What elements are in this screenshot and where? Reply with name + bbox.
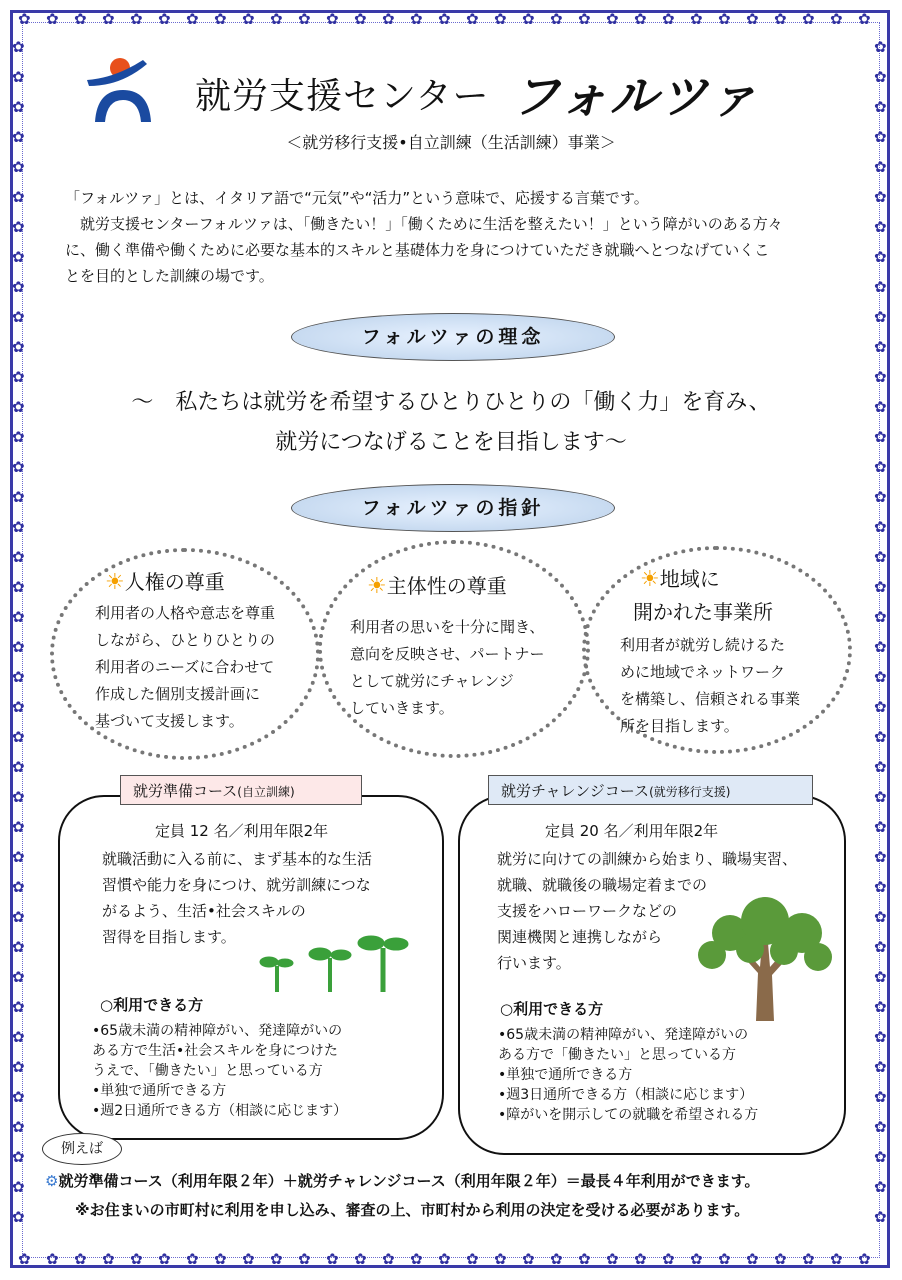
flower-ornament-icon: ✿ (12, 1088, 25, 1106)
flower-ornament-icon: ✿ (874, 488, 887, 506)
flower-ornament-icon: ✿ (874, 1178, 887, 1196)
footer-line-2: ※お住まいの市町村に利用を申し込み、審査の上、市町村から利用の決定を受ける必要があります。 (75, 1201, 750, 1219)
flower-ornament-icon: ✿ (12, 488, 25, 506)
flower-ornament-icon: ✿ (326, 10, 339, 28)
flower-ornament-icon: ✿ (12, 668, 25, 686)
flower-ornament-icon: ✿ (186, 1250, 199, 1268)
flower-ornament-icon: ✿ (874, 608, 887, 626)
flower-ornament-icon: ✿ (858, 1250, 871, 1268)
flower-ornament-icon: ✿ (102, 10, 115, 28)
subtitle: ＜就労移行支援•自立訓練（生活訓練）事業＞ (286, 133, 616, 152)
policy-title-autonomy: ☀主体性の尊重 (367, 574, 507, 599)
flower-ornament-icon: ✿ (874, 758, 887, 776)
flower-ornament-icon: ✿ (158, 10, 171, 28)
gear-icon: ⚙ (45, 1172, 59, 1190)
flower-ornament-icon: ✿ (634, 1250, 647, 1268)
flower-ornament-icon: ✿ (354, 10, 367, 28)
flower-ornament-icon: ✿ (874, 788, 887, 806)
flower-ornament-icon: ✿ (12, 1178, 25, 1196)
flower-ornament-icon: ✿ (522, 1250, 535, 1268)
flower-ornament-icon: ✿ (802, 10, 815, 28)
flower-ornament-icon: ✿ (874, 308, 887, 326)
flower-ornament-icon: ✿ (12, 788, 25, 806)
flower-ornament-icon: ✿ (550, 1250, 563, 1268)
flower-ornament-icon: ✿ (874, 1028, 887, 1046)
policy-title-community-1: ☀地域に (640, 567, 720, 592)
flower-ornament-icon: ✿ (874, 578, 887, 596)
flower-ornament-icon: ✿ (102, 1250, 115, 1268)
sun-icon: ☀ (640, 567, 660, 592)
flower-ornament-icon: ✿ (12, 128, 25, 146)
course-who-list-challenge: •65歳未満の精神障がい、発達障がいの ある方で「働きたい」と思っている方 •単独で通所できる方 •週3日通所できる方（相談に応じます） •障がいを開示しての就職を希望される方 (498, 1027, 759, 1123)
flower-ornament-icon: ✿ (270, 1250, 283, 1268)
flower-ornament-icon: ✿ (242, 1250, 255, 1268)
tree-illustration (690, 893, 840, 1021)
flower-ornament-icon: ✿ (858, 10, 871, 28)
flower-ornament-icon: ✿ (874, 398, 887, 416)
flower-ornament-icon: ✿ (12, 218, 25, 236)
flower-ornament-icon: ✿ (874, 968, 887, 986)
forza-logo (85, 50, 165, 125)
flower-ornament-icon: ✿ (606, 10, 619, 28)
flower-ornament-icon: ✿ (12, 1058, 25, 1076)
flower-ornament-icon: ✿ (494, 1250, 507, 1268)
course-desc-challenge: 就労に向けての訓練から始まり、職場実習、 就職、就職後の職場定着までの 支援をハローワークなどの 関連機関と連携しながら 行います。 (497, 850, 798, 972)
flower-ornament-icon: ✿ (270, 10, 283, 28)
flower-ornament-icon: ✿ (662, 1250, 675, 1268)
flower-ornament-icon: ✿ (12, 998, 25, 1016)
flower-ornament-icon: ✿ (242, 10, 255, 28)
flower-ornament-icon: ✿ (12, 578, 25, 596)
policy-title-community-2: 開かれた事業所 (633, 600, 773, 624)
flower-ornament-icon: ✿ (874, 1088, 887, 1106)
flower-ornament-icon: ✿ (12, 908, 25, 926)
flower-ornament-icon: ✿ (830, 10, 843, 28)
flower-ornament-icon: ✿ (874, 698, 887, 716)
flower-ornament-icon: ✿ (606, 1250, 619, 1268)
flower-ornament-icon: ✿ (874, 248, 887, 266)
flower-ornament-icon: ✿ (12, 1208, 25, 1226)
sprout-icon (309, 948, 351, 992)
flower-ornament-icon: ✿ (158, 1250, 171, 1268)
course-desc-preparation: 就職活動に入る前に、まず基本的な生活 習慣や能力を身につけ、就労訓練につな がるよう、生活•社会スキルの 習得を目指します。 (102, 850, 373, 946)
flower-ornament-icon: ✿ (438, 1250, 451, 1268)
tree-icon (698, 897, 832, 1021)
flower-ornament-icon: ✿ (802, 1250, 815, 1268)
flower-ornament-icon: ✿ (12, 518, 25, 536)
flower-ornament-icon: ✿ (874, 98, 887, 116)
flower-ornament-icon: ✿ (874, 158, 887, 176)
flower-ornament-icon: ✿ (298, 10, 311, 28)
sun-icon: ☀ (105, 570, 125, 595)
flower-ornament-icon: ✿ (874, 1058, 887, 1076)
intro-line-3: に、働く準備や働くために必要な基本的スキルと基礎体力を身につけていただき就職へとつなげていくこ (65, 241, 770, 259)
course-who-heading-challenge: ○利用できる方 (500, 1000, 604, 1018)
intro-text (65, 185, 845, 289)
flower-ornament-icon: ✿ (354, 1250, 367, 1268)
flower-ornament-icon: ✿ (12, 758, 25, 776)
policy-text-community: 利用者が就労し続けるた めに地域でネットワーク を構築し、信頼される事業 所を目指します。 (620, 636, 801, 735)
flower-ornament-icon: ✿ (12, 338, 25, 356)
flower-ornament-icon: ✿ (874, 458, 887, 476)
flower-ornament-icon: ✿ (12, 38, 25, 56)
flower-ornament-icon: ✿ (874, 1208, 887, 1226)
flower-ornament-icon: ✿ (12, 188, 25, 206)
sun-icon: ☀ (367, 574, 387, 599)
flower-ornament-icon: ✿ (12, 278, 25, 296)
flower-ornament-icon: ✿ (874, 428, 887, 446)
intro-line-4: とを目的とした訓練の場です。 (65, 267, 274, 285)
intro-line-2: 就労支援センターフォルツァは、「働きたい！」「働くために生活を整えたい！」という障がいのある方々 (65, 215, 783, 233)
flower-ornament-icon: ✿ (12, 98, 25, 116)
flower-ornament-icon: ✿ (746, 10, 759, 28)
flower-ornament-icon: ✿ (18, 1250, 31, 1268)
flower-ornament-icon: ✿ (466, 1250, 479, 1268)
flower-ornament-icon: ✿ (186, 10, 199, 28)
flower-ornament-icon: ✿ (12, 428, 25, 446)
flower-ornament-icon: ✿ (12, 878, 25, 896)
flower-ornament-icon: ✿ (12, 158, 25, 176)
flower-ornament-icon: ✿ (550, 10, 563, 28)
flower-ornament-icon: ✿ (12, 608, 25, 626)
brand-title: フォルツァ (512, 69, 760, 125)
flower-ornament-icon: ✿ (874, 1148, 887, 1166)
flower-ornament-icon: ✿ (522, 10, 535, 28)
flower-ornament-icon: ✿ (382, 10, 395, 28)
flower-ornament-icon: ✿ (18, 10, 31, 28)
flower-ornament-icon: ✿ (494, 10, 507, 28)
flower-ornament-icon: ✿ (874, 278, 887, 296)
flower-ornament-icon: ✿ (874, 668, 887, 686)
flower-ornament-icon: ✿ (874, 368, 887, 386)
flower-ornament-icon: ✿ (12, 548, 25, 566)
flower-ornament-icon: ✿ (410, 1250, 423, 1268)
flower-ornament-icon: ✿ (718, 1250, 731, 1268)
flower-ornament-icon: ✿ (12, 728, 25, 746)
flower-ornament-icon: ✿ (874, 728, 887, 746)
flower-ornament-icon: ✿ (12, 68, 25, 86)
center-title: 就労支援センター (195, 76, 490, 117)
flower-ornament-icon: ✿ (130, 1250, 143, 1268)
policy-text-human-rights: 利用者の人格や意志を尊重 しながら、ひとりひとりの 利用者のニーズに合わせて 作成した個別支援計画に 基づいて支援します。 (95, 604, 276, 730)
flower-ornament-icon: ✿ (874, 638, 887, 656)
course-tab-preparation: 就労準備コース(自立訓練) (120, 775, 362, 805)
flower-ornament-icon: ✿ (874, 338, 887, 356)
course-who-heading-preparation: ○利用できる方 (100, 996, 204, 1014)
flower-ornament-icon: ✿ (214, 10, 227, 28)
flower-ornament-icon: ✿ (12, 698, 25, 716)
flower-ornament-icon: ✿ (874, 1118, 887, 1136)
course-capacity-preparation: 定員 12 名／利用年限2年 (155, 822, 329, 840)
flower-ornament-icon: ✿ (12, 968, 25, 986)
sprout-icon (358, 936, 408, 992)
flower-ornament-icon: ✿ (874, 908, 887, 926)
flower-ornament-icon: ✿ (874, 938, 887, 956)
flower-ornament-icon: ✿ (12, 848, 25, 866)
course-who-list-preparation: •65歳未満の精神障がい、発達障がいの ある方で生活•社会スキルを身につけた うえで、「働きたい」と思っている方 •単独で通所できる方 •週2日通所できる方（相談に応じます） (92, 1023, 348, 1119)
intro-line-1: 「フォルツァ」とは、イタリア語で“元気”や“活力”という意味で、応援する言葉です。 (65, 189, 649, 207)
flower-ornament-icon: ✿ (662, 10, 675, 28)
flower-ornament-icon: ✿ (634, 10, 647, 28)
footer-line-1: ⚙就労準備コース（利用年限２年）＋就労チャレンジコース（利用年限２年）＝最長４年利用ができます。 (45, 1172, 760, 1190)
flower-ornament-icon: ✿ (130, 10, 143, 28)
motto-line-1: ～ 私たちは就労を希望するひとりひとりの「働く力」を育み、 (131, 390, 771, 415)
flower-ornament-icon: ✿ (74, 10, 87, 28)
flower-ornament-icon: ✿ (12, 1148, 25, 1166)
policy-text-autonomy: 利用者の思いを十分に聞き、 意向を反映させ、パートナー として就労にチャレンジ していきます。 (350, 618, 545, 717)
course-capacity-challenge: 定員 20 名／利用年限2年 (545, 822, 719, 840)
flower-ornament-icon: ✿ (774, 10, 787, 28)
flower-ornament-icon: ✿ (438, 10, 451, 28)
motto-line-2: 就労につなげることを目指します～ (275, 430, 627, 455)
flower-ornament-icon: ✿ (874, 818, 887, 836)
sprout-icon (260, 957, 293, 992)
flower-ornament-icon: ✿ (874, 848, 887, 866)
flower-ornament-icon: ✿ (690, 1250, 703, 1268)
flower-ornament-icon: ✿ (578, 10, 591, 28)
flower-ornament-icon: ✿ (874, 128, 887, 146)
flower-ornament-icon: ✿ (466, 10, 479, 28)
policy-title-human-rights: ☀人権の尊重 (105, 570, 225, 595)
flower-ornament-icon: ✿ (874, 998, 887, 1016)
flower-ornament-icon: ✿ (12, 398, 25, 416)
flower-ornament-icon: ✿ (410, 10, 423, 28)
flower-ornament-icon: ✿ (830, 1250, 843, 1268)
flower-ornament-icon: ✿ (382, 1250, 395, 1268)
flower-ornament-icon: ✿ (12, 368, 25, 386)
flower-ornament-icon: ✿ (874, 518, 887, 536)
flower-ornament-icon: ✿ (12, 1118, 25, 1136)
flower-ornament-icon: ✿ (578, 1250, 591, 1268)
flower-ornament-icon: ✿ (214, 1250, 227, 1268)
flower-ornament-icon: ✿ (298, 1250, 311, 1268)
flower-ornament-icon: ✿ (874, 68, 887, 86)
flower-ornament-icon: ✿ (874, 188, 887, 206)
flower-ornament-icon: ✿ (690, 10, 703, 28)
flower-ornament-icon: ✿ (874, 548, 887, 566)
flower-ornament-icon: ✿ (874, 218, 887, 236)
philosophy-heading: フォルツァの理念 (291, 313, 615, 361)
flower-ornament-icon: ✿ (46, 1250, 59, 1268)
flower-ornament-icon: ✿ (874, 878, 887, 896)
flower-ornament-icon: ✿ (74, 1250, 87, 1268)
policy-heading: フォルツァの指針 (291, 484, 615, 532)
flower-ornament-icon: ✿ (12, 458, 25, 476)
flower-ornament-icon: ✿ (12, 1028, 25, 1046)
flower-ornament-icon: ✿ (326, 1250, 339, 1268)
flower-ornament-icon: ✿ (46, 10, 59, 28)
flower-ornament-icon: ✿ (12, 638, 25, 656)
flower-ornament-icon: ✿ (874, 38, 887, 56)
flower-ornament-icon: ✿ (12, 818, 25, 836)
flower-ornament-icon: ✿ (12, 938, 25, 956)
example-callout: 例えば (42, 1133, 122, 1165)
sprouts-illustration (255, 930, 415, 1000)
flower-ornament-icon: ✿ (12, 248, 25, 266)
course-tab-challenge: 就労チャレンジコース(就労移行支援) (488, 775, 813, 805)
logo-body-icon (95, 90, 151, 122)
flower-ornament-icon: ✿ (774, 1250, 787, 1268)
flower-ornament-icon: ✿ (718, 10, 731, 28)
flower-ornament-icon: ✿ (746, 1250, 759, 1268)
flower-ornament-icon: ✿ (12, 308, 25, 326)
